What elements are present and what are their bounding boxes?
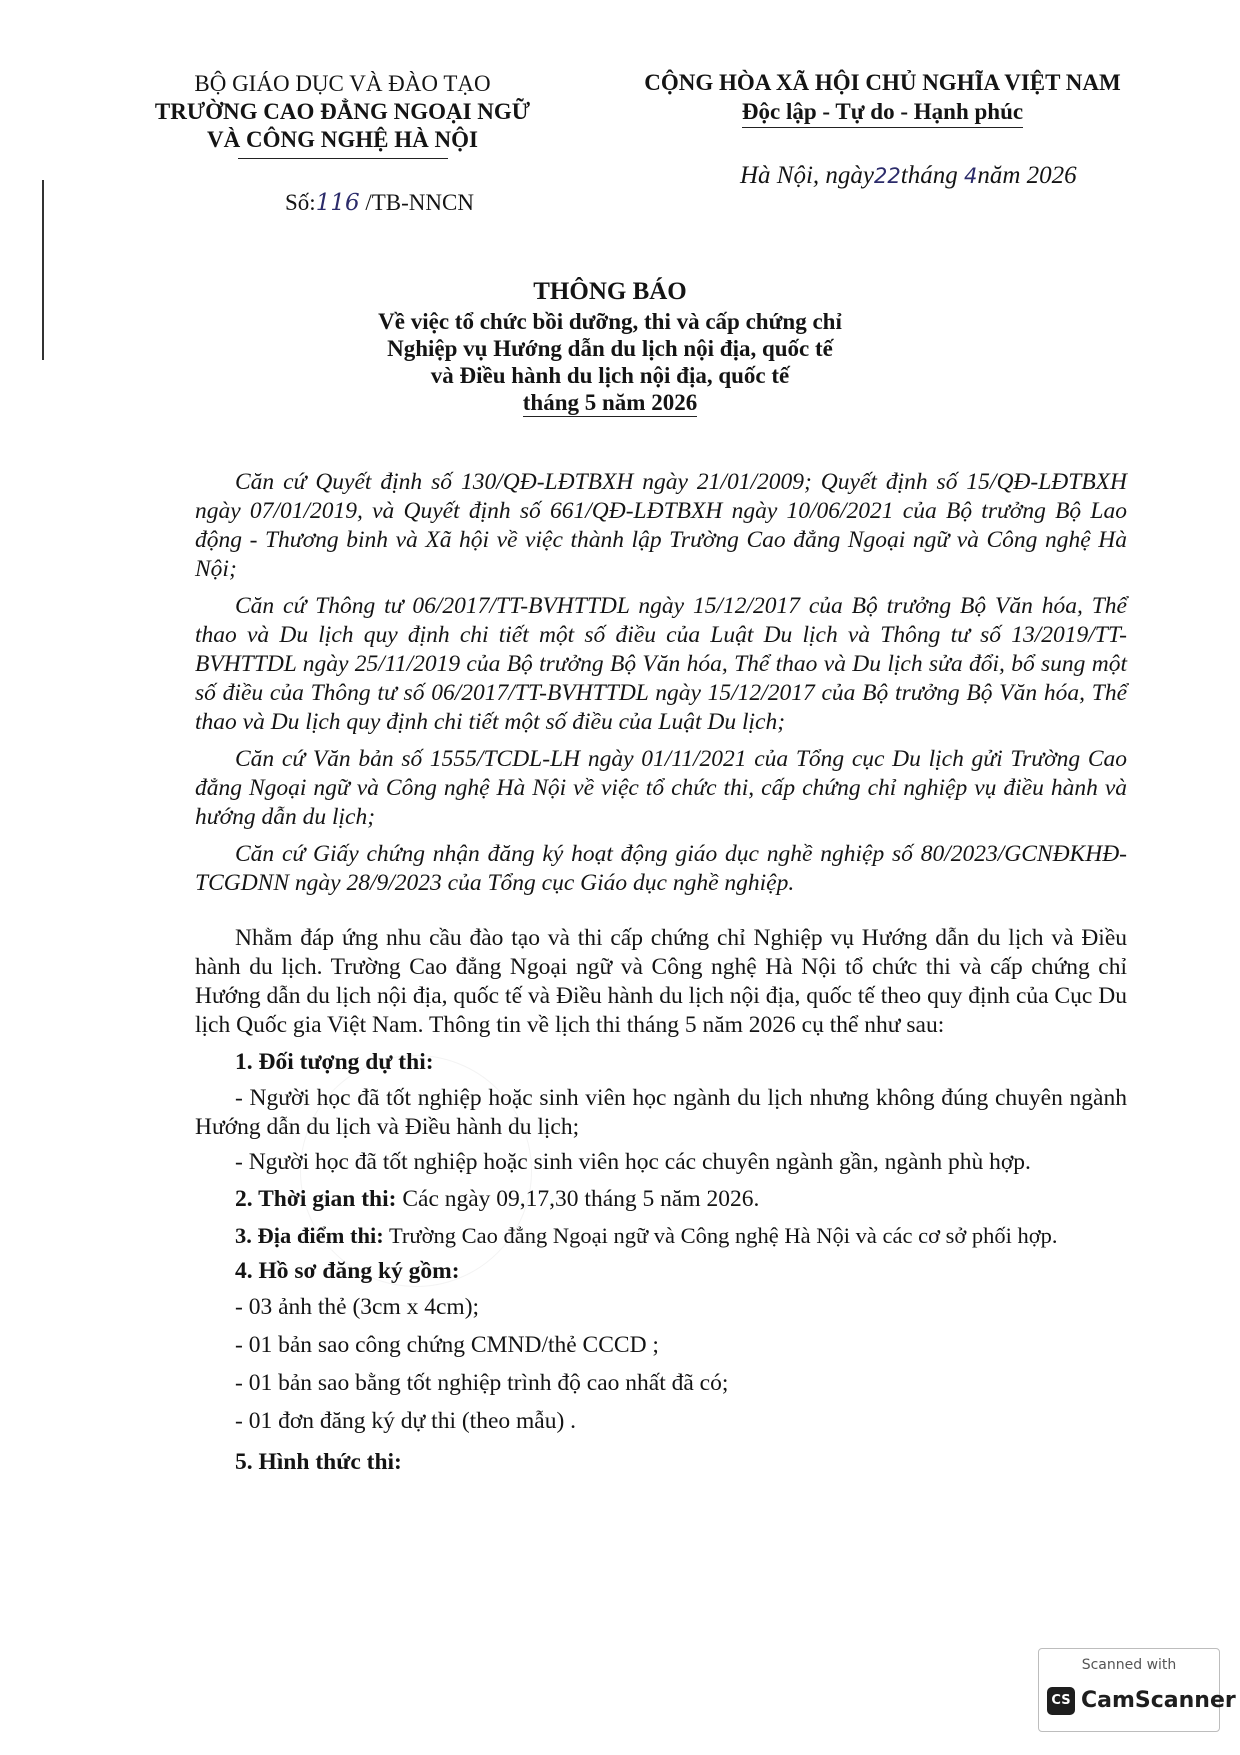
- section1-heading-text: 1. Đối tượng dự thi:: [235, 1049, 434, 1075]
- section4-heading-text: 4. Hồ sơ đăng ký gồm:: [235, 1258, 460, 1284]
- section2: [195, 1185, 1127, 1214]
- title-line3: và Điều hành du lịch nội địa, quốc tế: [430, 363, 790, 388]
- eligibility-item: - Người học đã tốt nghiệp hoặc sinh viên học ngành du lịch nhưng không đúng chuyên ngành Hướng dẫn du lịch và Điều hành du lịch;: [195, 1085, 1127, 1140]
- section2-heading: 2. Thời gian thi:: [235, 1186, 397, 1212]
- notice-heading: THÔNG BÁO: [533, 278, 687, 305]
- title-line2: Nghiệp vụ Hướng dẫn du lịch nội địa, quốc tế: [387, 336, 833, 361]
- date-month-handwritten: 4: [963, 164, 978, 188]
- doc-number-prefix: Số:: [285, 190, 316, 215]
- authority-underline: [238, 158, 448, 159]
- camscanner-badge: [1038, 1648, 1236, 1732]
- section5-heading: [195, 1448, 1127, 1477]
- scan-margin-line: [42, 180, 44, 360]
- camscanner-logo-icon: CS: [1047, 1687, 1075, 1715]
- scanned-with-label: Scanned with: [1081, 1657, 1177, 1673]
- document-requirement-item: - 01 bản sao công chứng CMND/thẻ CCCD ;: [235, 1332, 659, 1358]
- national-header: [630, 68, 1135, 128]
- date-part1: Hà Nội, ngày: [740, 162, 875, 189]
- date-part3: năm 2026: [977, 162, 1077, 189]
- date-day-handwritten: 22: [874, 164, 901, 188]
- document-number: [285, 190, 474, 216]
- camscanner-name: CamScanner: [1081, 1688, 1236, 1713]
- basis-paragraph: Căn cứ Văn bản số 1555/TCDL-LH ngày 01/11/2021 của Tổng cục Du lịch gửi Trường Cao đẳng Ngoại ngữ và Công nghệ Hà Nội về việc tổ chức thi, cấp chứng chỉ nghiệp vụ điều hành và hướng dẫn du lịch;: [195, 746, 1127, 830]
- basis-paragraph: Căn cứ Quyết định số 130/QĐ-LĐTBXH ngày 21/01/2009; Quyết định số 15/QĐ-LĐTBXH ngày 07/01/2019, và Quyết định số 661/QĐ-LĐTBXH ngày 10/06/2021 của Bộ trưởng Bộ Lao động - Thương binh và Xã hội về việc thành lập Trường Cao đẳng Ngoại ngữ và Công nghệ Hà Nội;: [195, 469, 1127, 582]
- national-motto: Độc lập - Tự do - Hạnh phúc: [742, 97, 1023, 128]
- school-name-line2: VÀ CÔNG NGHỆ HÀ NỘI: [207, 127, 478, 152]
- ministry-name: BỘ GIÁO DỤC VÀ ĐÀO TẠO: [194, 71, 491, 96]
- date-part2: tháng: [900, 162, 964, 189]
- section1-heading: [195, 1048, 1127, 1077]
- notice-body: [195, 924, 1127, 1484]
- section3-text: Trường Cao đẳng Ngoại ngữ và Công nghệ Hà Nội và các cơ sở phối hợp.: [383, 1223, 1058, 1248]
- document-requirement-item: - 03 ảnh thẻ (3cm x 4cm);: [235, 1294, 480, 1320]
- section5-heading-text: 5. Hình thức thi:: [235, 1449, 402, 1475]
- section3: [195, 1221, 1127, 1250]
- intro-paragraph: Nhằm đáp ứng nhu cầu đào tạo và thi cấp chứng chỉ Nghiệp vụ Hướng dẫn du lịch và Điều hành du lịch. Trường Cao đẳng Ngoại ngữ và Công nghệ Hà Nội tổ chức thi và cấp chứng chỉ Hướng dẫn du lịch nội địa, quốc tế và Điều hành du lịch nội địa, quốc tế theo quy định của Cục Du lịch Quốc gia Việt Nam. Thông tin về lịch thi tháng 5 năm 2026 cụ thể như sau:: [195, 925, 1127, 1038]
- notice-title-block: [160, 278, 1060, 417]
- document-date: [740, 162, 1077, 190]
- document-requirement-item: - 01 đơn đăng ký dự thi (theo mẫu) .: [235, 1408, 577, 1434]
- doc-number-suffix: /TB-NNCN: [359, 190, 474, 215]
- document-requirement-item: - 01 bản sao bằng tốt nghiệp trình độ cao nhất đã có;: [235, 1370, 729, 1396]
- doc-number-handwritten: 116: [315, 190, 360, 216]
- issuing-authority: [150, 70, 535, 159]
- title-line1: Về việc tổ chức bồi dưỡng, thi và cấp chứng chỉ: [378, 309, 842, 334]
- eligibility-item: - Người học đã tốt nghiệp hoặc sinh viên học các chuyên ngành gần, ngành phù hợp.: [235, 1149, 1031, 1175]
- basis-paragraph: Căn cứ Thông tư 06/2017/TT-BVHTTDL ngày 15/12/2017 của Bộ trưởng Bộ Văn hóa, Thể thao và Du lịch quy định chi tiết một số điều của Luật Du lịch và Thông tư số 13/2019/TT-BVHTTDL ngày 25/11/2019 của Bộ trưởng Bộ Văn hóa, Thể thao và Du lịch sửa đổi, bổ sung một số điều của Thông tư số 06/2017/TT-BVHTTDL ngày 15/12/2017 của Bộ trưởng Bộ Văn hóa, Thể thao và Du lịch quy định chi tiết một số điều của Luật Du lịch;: [195, 593, 1127, 735]
- basis-paragraph: Căn cứ Giấy chứng nhận đăng ký hoạt động giáo dục nghề nghiệp số 80/2023/GCNĐKHĐ-TCGDNN ngày 28/9/2023 của Tổng cục Giáo dục nghề nghiệp.: [195, 841, 1127, 896]
- nation-name: CỘNG HÒA XÃ HỘI CHỦ NGHĨA VIỆT NAM: [644, 70, 1121, 95]
- section3-heading: 3. Địa điểm thi:: [235, 1223, 384, 1248]
- section2-text: Các ngày 09,17,30 tháng 5 năm 2026.: [396, 1186, 760, 1212]
- bases-section: [195, 468, 1127, 906]
- section4-heading: [195, 1257, 1127, 1286]
- school-name-line1: TRƯỜNG CAO ĐẲNG NGOẠI NGỮ: [154, 99, 531, 124]
- title-line4: tháng 5 năm 2026: [522, 390, 698, 415]
